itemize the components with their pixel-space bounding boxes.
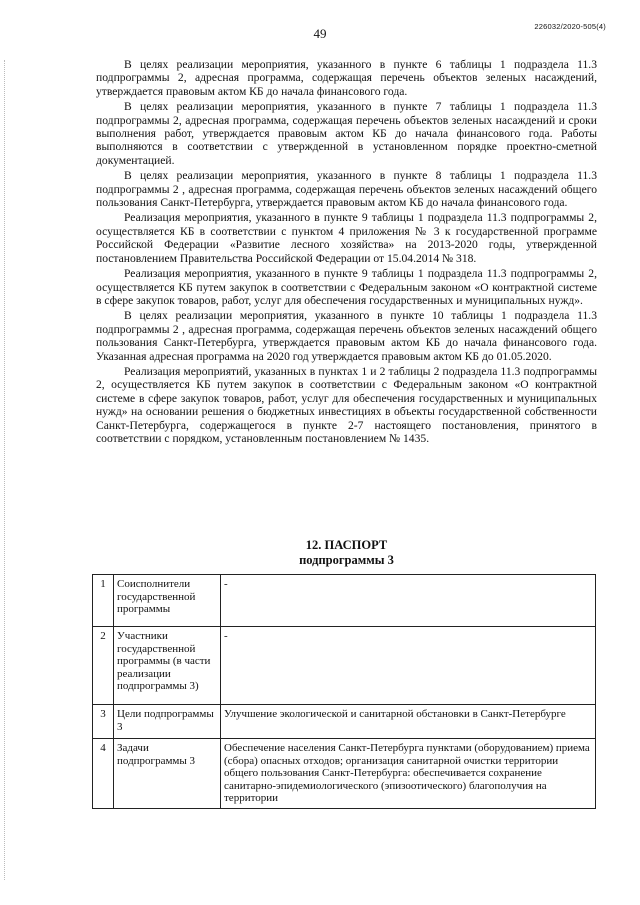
row-number: 2 [93,627,114,705]
row-number: 1 [93,575,114,627]
body-text [96,58,597,447]
row-value: Обеспечение населения Санкт-Петербурга пунктами (оборудованием) приема (сбора) опасных отходов; организация санитарной очистки территории общего пользования Санкт-Петербурга: обеспечивается сохранение санитарно-эпидемиологического (эпизоотического) благополучия на территории [221,739,596,809]
table-row [93,575,596,627]
row-value: Улучшение экологической и санитарной обстановки в Санкт-Петербурге [221,705,596,739]
row-label: Задачи подпрограммы 3 [114,739,221,809]
passport-table [92,574,596,809]
section-title-main: 12. ПАСПОРТ [305,538,388,552]
row-value: - [221,575,596,627]
row-value: - [221,627,596,705]
row-label: Соисполнители государственной программы [114,575,221,627]
row-number: 3 [93,705,114,739]
document-code: 226032/2020-505(4) [534,22,606,31]
table-row [93,627,596,705]
paragraph: В целях реализации мероприятия, указанного в пункте 10 таблицы 1 подраздела 11.3 подпрограммы 2 , адресная программа, содержащая перечень объектов зеленых насаждений общего пользования Санкт-Петербурга, утверждается правовым актом КБ до начала финансового года. Указанная адресная программа на 2020 год утверждается правовым актом КБ до 01.05.2020. [96,309,597,363]
section-title-sub: подпрограммы 3 [299,553,394,567]
table-row [93,739,596,809]
row-label: Участники государственной программы (в части реализации подпрограммы 3) [114,627,221,705]
row-label: Цели подпрограммы 3 [114,705,221,739]
paragraph: В целях реализации мероприятия, указанного в пункте 6 таблицы 1 подраздела 11.3 подпрограммы 2, адресная программа, содержащая перечень объектов зеленых насаждений, утверждается правовым актом КБ до начала финансового года. [96,58,597,98]
paragraph: Реализация мероприятий, указанных в пунктах 1 и 2 таблицы 2 подраздела 11.3 подпрограммы 2, осуществляется КБ путем закупок в соответствии с Федеральным законом «О контрактной системе в сфере закупок товаров, работ, услуг для обеспечения государственных и муниципальных нужд» на основании решения о бюджетных инвестициях в объекты государственной собственности Санкт-Петербурга, содержащегося в пункте 2-7 настоящего постановления, принятого в соответствии с порядком, установленным постановлением № 1435. [96,364,597,445]
row-number: 4 [93,739,114,809]
table-row [93,705,596,739]
paragraph: В целях реализации мероприятия, указанного в пункте 7 таблицы 1 подраздела 11.3 подпрограммы 2, адресная программа, содержащая перечень объектов зеленых насаждений и сроки выполнения работ, утверждается правовым актом КБ до начала финансового года. Работы выполняются в соответствии с утвержденной в установленном порядке проектно-сметной документацией. [96,100,597,167]
scan-edge-mark [4,60,6,880]
paragraph: Реализация мероприятия, указанного в пункте 9 таблицы 1 подраздела 11.3 подпрограммы 2, осуществляется КБ путем закупок в соответствии с Федеральным законом «О контрактной системе в сфере закупок товаров, работ, услуг для обеспечения государственных и муниципальных нужд». [96,267,597,307]
page-number: 49 [313,26,327,41]
paragraph: В целях реализации мероприятия, указанного в пункте 8 таблицы 1 подраздела 11.3 подпрограммы 2 , адресная программа, содержащая перечень объектов зеленых насаждений общего пользования Санкт-Петербурга, утверждается правовым актом КБ до начала финансового года. [96,169,597,210]
section-title [96,538,597,568]
paragraph: Реализация мероприятия, указанного в пункте 9 таблицы 1 подраздела 11.3 подпрограммы 2, осуществляется КБ в соответствии с пунктом 4 приложения № 3 к государственной программе Российской Федерации «Развитие лесного хозяйства» на 2013-2020 годы, утвержденной постановлением Правительства Российской Федерации от 15.04.2014 № 318. [96,211,597,265]
